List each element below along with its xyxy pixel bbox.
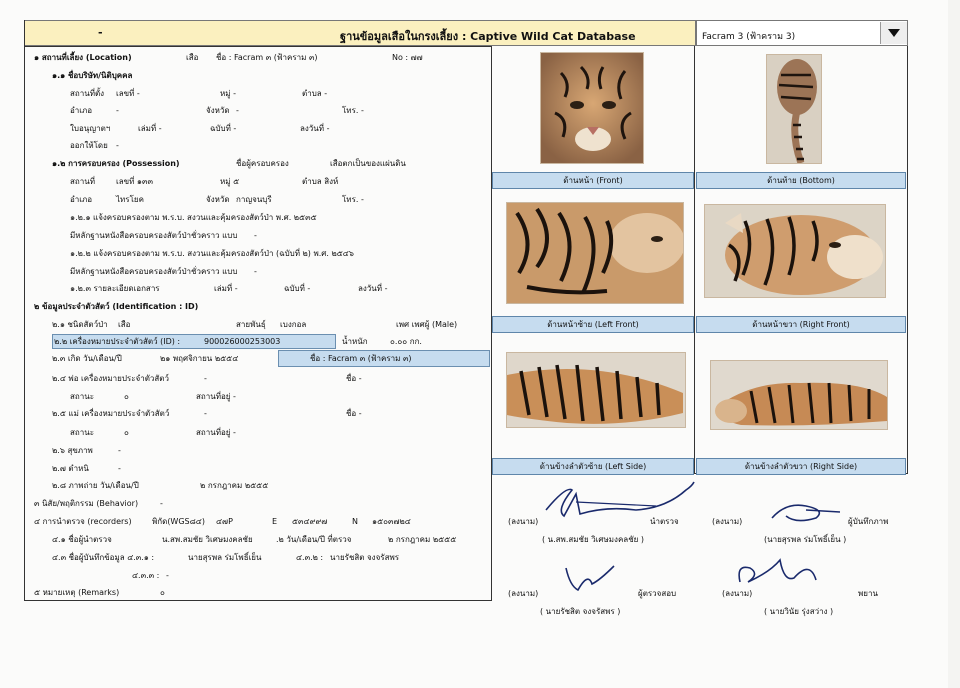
p-tambon: ตำบล สิงห์ [302,177,339,186]
photo-date-label: ๒.๘ ภาพถ่าย วัน/เดือน/ปี [52,481,139,490]
recorder-label: ๔.๓ ชื่อผู้บันทึกข้อมูล ๔.๓.๑ : [52,553,155,562]
tambon: ตำบล - [302,89,328,98]
issued-by-value: - [116,141,119,150]
owner-value: เสือตกเป็นของแผ่นดิน [330,159,406,168]
license-label: ใบอนุญาตฯ [70,124,111,133]
coord-e: ๕๓๔๙๙๗ [292,517,328,526]
breed-label: สายพันธุ์ [236,320,266,329]
sig4-sign-word: (ลงนาม) [722,589,753,598]
sex-value: เพศ เพศผู้ (Male) [396,320,458,329]
father-status-label: สถานะ [70,392,94,401]
p-moo: หมู่ ๕ [220,177,240,186]
behavior-value: - [160,499,163,508]
inspector-name: น.สพ.สมชัย วิเศษมงคลชัย [162,535,253,544]
act-2546: ๑.๒.๒ แจ้งครอบครองตาม พ.ร.บ. สงวนและคุ้มครองสัตว์ป่า (ฉบับที่ ๒) พ.ศ. ๒๕๔๖ [70,249,354,258]
temp-cert-1-value: - [254,231,257,240]
father-address: สถานที่อยู่ - [196,392,236,401]
health-label: ๒.๖ สุขภาพ [52,446,93,455]
record-no: No : ๗๗ [392,53,423,62]
father-name: ชื่อ - [346,374,362,383]
caption-right-side: ด้านข้างลำตัวขวา (Right Side) [696,458,906,475]
tiger-select-value[interactable]: Facram 3 (ฟ้าคราม 3) [702,32,796,42]
mother-label: ๒.๕ แม่ เครื่องหมายประจำตัวสัตว์ [52,409,170,418]
coord-e-label: E [272,517,278,526]
animal-name: ชื่อ : Facram ๓ (ฟ้าคราม ๓) [310,354,412,363]
mother-status: ๐ [124,428,129,437]
p-phone: โทร. - [342,195,364,204]
doc-detail: ๑.๒.๓ รายละเอียดเอกสาร [70,284,160,293]
inspector-label: ๔.๑ ชื่อผู้นำตรวจ [52,535,112,544]
doc-issue: ฉบับที่ - [284,284,311,293]
coord-n-label: N [352,517,358,526]
p-province-label: จังหวัด [206,195,230,204]
moo: หมู่ - [220,89,236,98]
coord-label: พิกัด(WGS๘๔) [152,517,205,526]
recorder-3: - [166,571,169,580]
marks-label: ๒.๗ ตำหนิ [52,464,89,473]
photo-grid-middle [694,46,695,474]
marks-value: - [118,464,121,473]
doc-book: เล่มที่ - [214,284,238,293]
left-bottom-rule [24,600,492,601]
caption-right-front: ด้านหน้าขวา (Right Front) [696,316,906,333]
tiger-label: เสือ [186,53,199,62]
sig4-role: พยาน [858,589,878,598]
s11-heading: ๑.๑ ชื่อบริษัท/นิติบุคคล [52,71,133,80]
microchip-id: 900026000253003 [204,337,281,346]
sig2-name: (นายสุรพล ร่มโพธิ์เย็น ) [764,535,847,544]
page-title: ฐานข้อมูลเสือในกรงเลี้ยง : Captive Wild Cat Database [340,30,636,43]
sig3-sign-word: (ลงนาม) [508,589,539,598]
sig2-role: ผู้บันทึกภาพ [848,517,889,526]
section2-heading: ๒ ข้อมูลประจำตัวสัตว์ (Identification : ID) [34,302,199,311]
inspect-date: ๒ กรกฎาคม ๒๕๕๕ [388,535,457,544]
sig3-name: ( นายรัชสิต จงจรัสพร ) [540,607,621,616]
tiger-name: ชื่อ : Facram ๓ (ฟ้าคราม ๓) [216,53,318,62]
license-issue: ฉบับที่ - [210,124,237,133]
recorder-3-label: ๔.๓.๓ : [132,571,160,580]
birth-date: ๒๑ พฤศจิกายน ๒๕๕๔ [160,354,239,363]
sig1-name: ( น.สพ.สมชัย วิเศษมงคลชัย ) [542,535,644,544]
doc-date: ลงวันที่ - [358,284,388,293]
license-book: เล่มที่ - [138,124,162,133]
license-date: ลงวันที่ - [300,124,330,133]
p-province-value: กาญจนบุรี [236,195,272,204]
title-dot: - [98,26,103,39]
issued-by-label: ออกให้โดย [70,141,108,150]
behavior-label: ๓ นิสัย/พฤติกรรม (Behavior) [34,499,139,508]
sig2-sign-word: (ลงนาม) [712,517,743,526]
father-id: - [204,374,207,383]
sig1-role: นำตรวจ [650,517,679,526]
weight-value: ๐.๐๐ กก. [390,337,422,346]
species-value: เสือ [118,320,131,329]
amphoe-label: อำเภอ [70,106,93,115]
right-border [907,46,908,474]
caption-front: ด้านหน้า (Front) [492,172,694,189]
left-border [24,20,25,601]
act-2535: ๑.๒.๑ แจ้งครอบครองตาม พ.ร.บ. สงวนและคุ้มครองสัตว์ป่า พ.ศ. ๒๕๓๕ [70,213,317,222]
s12-heading: ๑.๒ การครอบครอง (Possession) [52,159,180,168]
photo-grid-left [491,46,492,474]
owner-label: ชื่อผู้ครอบครอง [236,159,289,168]
temp-cert-2: มีหลักฐานหนังสือครอบครองสัตว์ป่าชั่วคราว แบบ [70,267,238,276]
amphoe-value: - [116,106,119,115]
mother-address: สถานที่อยู่ - [196,428,236,437]
chevron-down-icon[interactable] [880,22,907,44]
father-label: ๒.๔ พ่อ เครื่องหมายประจำตัวสัตว์ [52,374,169,383]
photo-left-front [506,202,684,304]
id-label: ๒.๒ เครื่องหมายประจำตัวสัตว์ (ID) : [54,337,181,346]
recorder-2: นายรัชสิต จงจรัสพร [330,553,400,562]
sig4-name: ( นายวินัย รุ่งสว่าง ) [764,607,834,616]
p-amphoe-label: อำเภอ [70,195,93,204]
caption-left-front: ด้านหน้าซ้าย (Left Front) [492,316,694,333]
father-status: ๐ [124,392,129,401]
mother-status-label: สถานะ [70,428,94,437]
weight-label: น้ำหนัก [342,337,368,346]
breed-value: เบงกอล [280,320,307,329]
sig1-sign-word: (ลงนาม) [508,517,539,526]
province-value: - [236,106,239,115]
inspect-date-label: .๒ วัน/เดือน/ปี ที่ตรวจ [276,535,352,544]
species-label: ๒.๑ ชนิดสัตว์ป่า [52,320,108,329]
recorders-label: ๔ การนำตรวจ (recorders) [34,517,132,526]
p-amphoe-value: ไทรโยค [116,195,144,204]
photo-date: ๒ กรกฎาคม ๒๕๕๕ [200,481,269,490]
location-label: สถานที่ตั้ง [70,89,105,98]
section1-heading: ๑ สถานที่เลี้ยง (Location) [34,53,132,62]
remarks-label: ๕ หมายเหตุ (Remarks) [34,588,120,597]
province-label: จังหวัด [206,106,230,115]
photo-front [540,52,644,164]
temp-cert-1: มีหลักฐานหนังสือครอบครองสัตว์ป่าชั่วคราว แบบ [70,231,238,240]
mother-id: - [204,409,207,418]
p-house-no: เลขที่ ๑๓๓ [116,177,153,186]
left-top-rule [24,46,492,47]
coord-n: ๑๕๐๓๗๒๔ [372,517,411,526]
photo-right-side [710,360,888,430]
phone: โทร. - [342,106,364,115]
photo-bottom [766,54,822,164]
temp-cert-2-value: - [254,267,257,276]
recorder-1: นายสุรพล ร่มโพธิ์เย็น [188,553,262,562]
photo-right-front [704,204,886,298]
remarks-value: ๐ [160,588,165,597]
photo-left-side [506,352,686,428]
coord-zone: ๔๗P [216,517,233,526]
recorder-2-label: ๔.๓.๒ : [296,553,324,562]
caption-bottom: ด้านท้าย (Bottom) [696,172,906,189]
health-value: - [118,446,121,455]
sig3-role: ผู้ตรวจสอบ [638,589,677,598]
birth-label: ๒.๓ เกิด วัน/เดือน/ปี [52,354,122,363]
mother-name: ชื่อ - [346,409,362,418]
house-no: เลขที่ - [116,89,140,98]
p-location-label: สถานที่ [70,177,95,186]
caption-left-side: ด้านข้างลำตัวซ้าย (Left Side) [492,458,694,475]
